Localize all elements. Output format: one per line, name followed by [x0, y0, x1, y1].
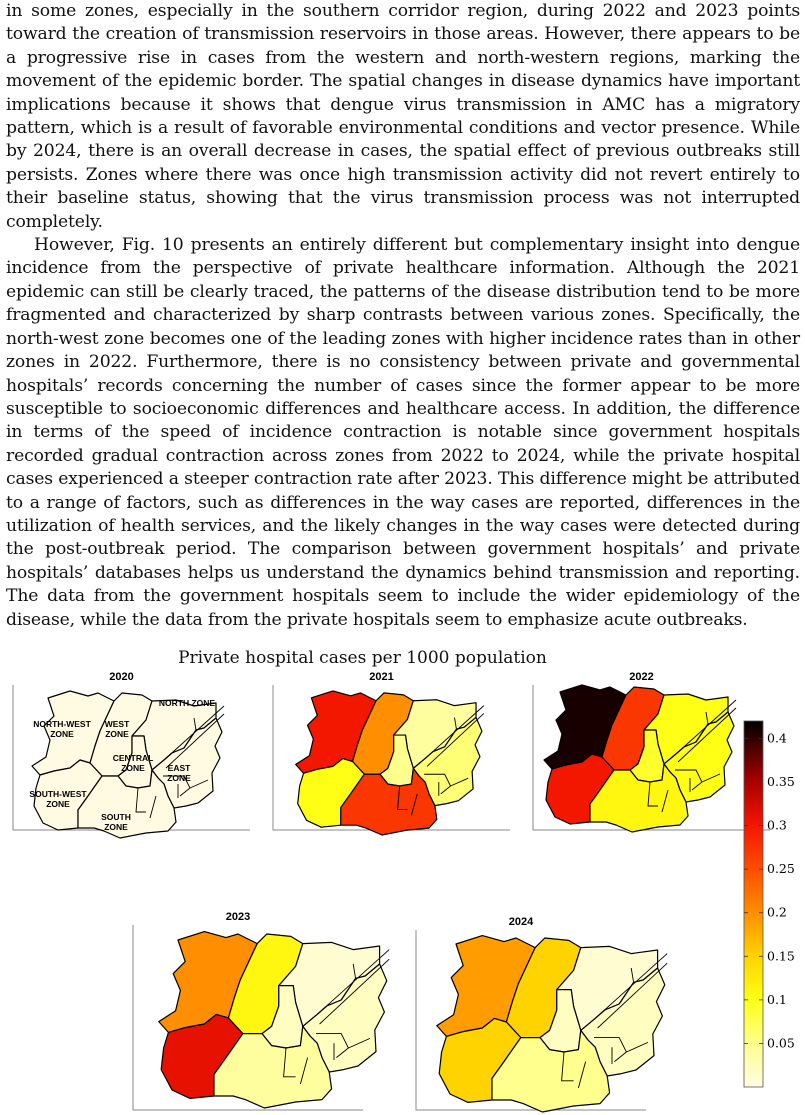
map-2023 [159, 932, 389, 1108]
map-panel-2022 [533, 671, 770, 832]
zone-label-central: CENTRAL [112, 753, 154, 763]
map-2021 [296, 691, 484, 835]
zone-label-south-west: SOUTH-WEST [29, 789, 87, 799]
colorbar-tick-label: 0.1 [767, 991, 787, 1007]
map-year-label: 2023 [225, 911, 251, 923]
zone-label-south: ZONE [104, 822, 128, 832]
map-year-label: 2024 [508, 916, 534, 928]
zone-label-east: ZONE [167, 773, 191, 783]
map-year-label: 2022 [629, 671, 654, 683]
zone-label-west: WEST [104, 719, 130, 729]
map-2022 [544, 685, 736, 832]
figure-title: Private hospital cases per 1000 population [178, 648, 547, 668]
map-panel-2024 [416, 916, 667, 1112]
colorbar-tick-label: 0.35 [767, 774, 795, 789]
map-panel-2021 [273, 671, 510, 835]
map-2024 [437, 936, 667, 1112]
map-panel-2023 [133, 911, 389, 1110]
colorbar [744, 721, 795, 1087]
zone-label-south-west: ZONE [46, 799, 70, 809]
map-year-label: 2021 [369, 671, 394, 683]
zone-label-north-west: ZONE [50, 729, 74, 739]
zone-label-north-west: NORTH-WEST [33, 719, 91, 729]
paragraph-2: However, Fig. 10 presents an entirely different but complementary insight into dengue incidence from the perspective of private healthcare information. Although the 2021 epidemic can still be clearly traced, the patterns of the disease distribution tend to be more fragmented and characterized by sharp contrasts between various zones. Specifically, the north-west zone becomes one of the leading zones with higher incidence rates than in other zones in 2022. Furthermore, there is no consistency between private and governmental hospitals’ records concerning the number of cases since the former appear to be more susceptible to socioeconomic differences and healthcare access. In addition, the difference in terms of the speed of incidence contraction is notable since government hospitals recorded gradual contraction across zones from 2022 to 2024, while the private hospital cases experienced a steeper contraction rate after 2023. This difference might be attributed to a range of factors, such as differences in the way cases are reported, differences in the utilization of health services, and the likely changes in the way cases were detected during the post-outbreak period. The comparison between government hospitals’ and private hospitals’ databases helps us understand the dynamics behind transmission and reporting. The data from the government hospitals seem to include the wider epidemiology of the disease, while the data from the private hospitals seem to emphasize acute outbreaks. [6, 235, 800, 630]
map-year-label: 2020 [109, 671, 134, 683]
colorbar-tick-label: 0.4 [767, 730, 787, 746]
colorbar-tick-label: 0.3 [767, 817, 787, 833]
zone-label-west: ZONE [105, 729, 129, 739]
colorbar-gradient [744, 721, 763, 1087]
colorbar-tick-label: 0.2 [767, 904, 787, 920]
zone-label-north: NORTH ZONE [158, 698, 216, 708]
zone-label-east: EAST [167, 763, 191, 773]
colorbar-tick-label: 0.15 [767, 948, 795, 964]
maps-layer [13, 671, 770, 1112]
zone-label-central: ZONE [121, 763, 145, 773]
colorbar-tick-label: 0.25 [767, 861, 795, 877]
colorbar-tick-label: 0.05 [767, 1035, 795, 1051]
paragraph-1: in some zones, especially in the southern corridor region, during 2022 and 2023 points toward the creation of transmission reservoirs in those areas. However, there appears to be a progressive rise in cases from the western and north-western regions, marking the movement of the epidemic border. The spatial changes in disease dynamics have important implications because it shows that dengue virus transmission in AMC has a migratory pattern, which is a result of favorable environmental conditions and vector presence. While by 2024, there is an overall decrease in cases, the spatial effect of previous outbreaks still persists. Zones where there was once high transmission activity did not revert entirely to their baseline status, showing that the virus transmission process was not interrupted completely. [6, 1, 800, 232]
zone-label-south: SOUTH [101, 812, 131, 822]
